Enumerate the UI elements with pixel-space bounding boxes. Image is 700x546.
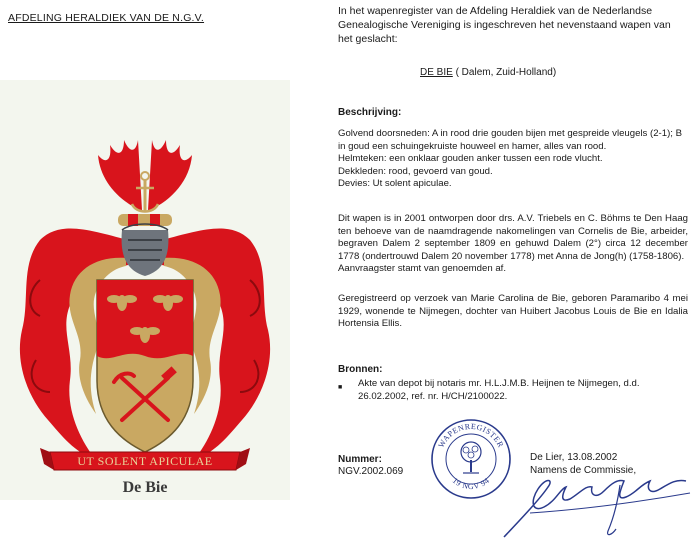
motto-text: UT SOLENT APICULAE [77, 454, 213, 468]
svg-text:WAPENREGISTER [437, 422, 506, 449]
number-heading: Nummer: [338, 454, 382, 465]
crest-description: Helmteken: een onklaar gouden anker tussen een rode vlucht. [338, 153, 603, 165]
sources-heading: Bronnen: [338, 364, 383, 375]
tree-icon [461, 442, 481, 473]
bullet-icon: ■ [338, 384, 343, 391]
shield-description: Golvend doorsneden: A in rood drie gouden bijen met gespreide vleugels (2-1); B in goud een schuingekruiste houweel en hamer, alles van rood. [338, 128, 682, 152]
shield [97, 280, 193, 452]
helmet-icon [122, 224, 169, 276]
source-item: Akte van depot bij notaris mr. H.L.J.M.B. Heijnen te Nijmegen, d.d. 26.02.2002, ref. nr. H/CH/2100022. [358, 378, 640, 402]
family-name: DE BIE [420, 67, 453, 78]
commission-text: Namens de Commissie, [530, 465, 637, 476]
coat-of-arms [0, 80, 290, 500]
design-text: Dit wapen is in 2001 ontworpen door drs. A.V. Triebels en C. Böhms te Den Haag ten behoeve van de naamdragende nakomelingen van Cornelis de Bie, arbeider, begraven Dalem 2 september 1809 en gehuwd Dalem (2°) circa 12 december 1778 (ondertrouwd Dalem 20 november 1778) met Anna de Jong(h) (1758-1806). [338, 213, 688, 262]
seal-top-text: WAPENREGISTER [436, 421, 506, 450]
applicant-text: Aanvraagster stamt van genoemden af. [338, 263, 506, 275]
family-place: ( Dalem, Zuid-Holland) [455, 67, 557, 78]
svg-text:19 NGV 94 [451, 476, 491, 491]
sources-list [338, 378, 688, 403]
family-line [420, 67, 556, 78]
description-body [338, 128, 688, 191]
registered-text: Geregistreerd op verzoek van Marie Carolina de Bie, geboren Paramaribo 4 mei 1929, wonende te Nijmegen, dochter van Huibert Jacobus Louis de Bie en Idalia Hortensia Ellis. [338, 293, 688, 330]
seal-bottom-text: 19 NGV 94 [450, 475, 492, 492]
mantling-description: Dekkleden: rood, gevoerd van goud. [338, 165, 493, 177]
coat-family-name: De Bie [122, 479, 168, 496]
motto-description: Devies: Ut solent apiculae. [338, 178, 452, 190]
description-heading: Beschrijving: [338, 107, 402, 118]
design-section [338, 213, 688, 276]
place-date: De Lier, 13.08.2002 [530, 452, 618, 463]
signature [500, 465, 695, 545]
intro-text: In het wapenregister van de Afdeling Heraldiek van de Nederlandse Genealogische Vereniging is ingeschreven het nevenstaand wapen van het geslacht: [338, 5, 671, 45]
number-value: NGV.2002.069 [338, 466, 404, 477]
department-heading: AFDELING HERALDIEK VAN DE N.G.V. [8, 12, 205, 24]
